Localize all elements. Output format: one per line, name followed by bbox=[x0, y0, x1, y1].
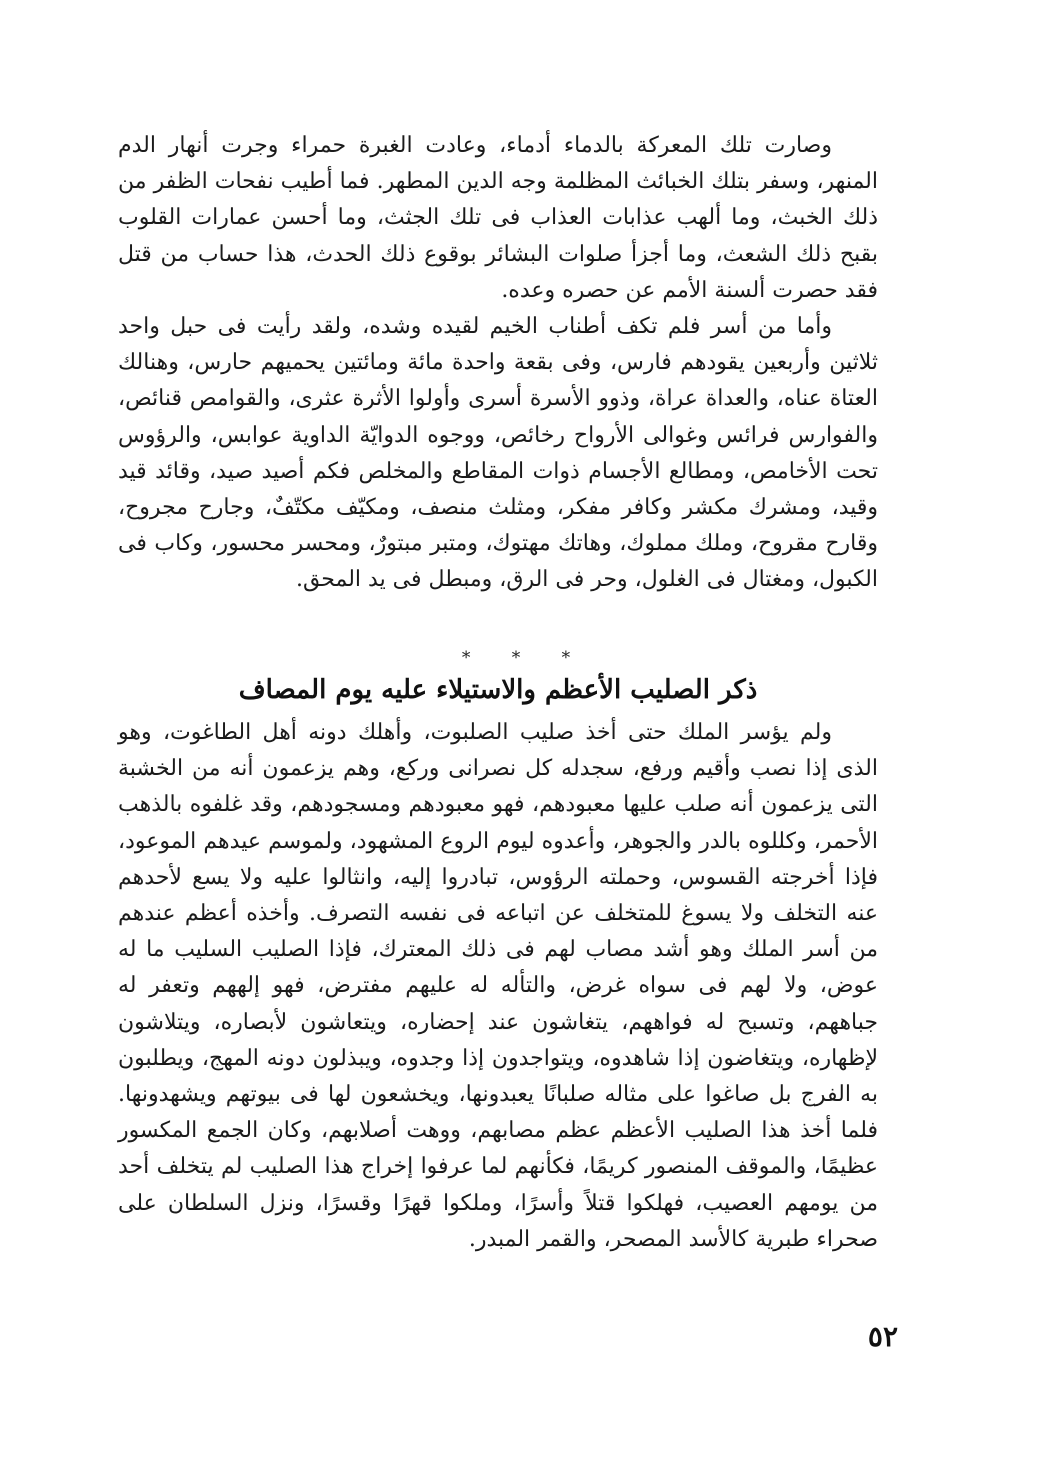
paragraph-captives: وأما من أسر فلم تكف أطناب الخيم لقيده وشده، ولقد رأيت فى حبل واحد ثلاثين وأربعين يقودهم فارس، وفى بقعة واحدة مائة ومائتين يحميهم حارس، وهنالك العتاة عناه، والعداة عراة، وذوو الأسرة أسرى وأولوا الأثرة عثرى، والقوامص قنائص، والفوارس فرائس وغوالى الأرواح رخائص، ووجوه الدوايّة الداوية عوابس، والرؤوس تحت الأخامص، ومطالع الأجسام ذوات المقاطع والمخلص فكم أصيد صيد، وقائد قيد وقيد، ومشرك مكشر وكافر مفكر، ومثلث منصف، ومكيّف مكتّفٌ، وجارح مجروح، وقارح مقروح، وملك مملوك، وهاتك مهتوك، ومتبر مبتورٌ، ومحسر محسور، وكاب فى الكبول، ومغتال فى الغلول، وحر فى الرق، ومبطل فى يد المحق. bbox=[118, 314, 878, 593]
paragraph-true-cross: ولم يؤسر الملك حتى أخذ صليب الصلبوت، وأهلك دونه أهل الطاغوت، وهو الذى إذا نصب وأقيم ورفع، سجدله كل نصرانى وركع، وهم يزعمون أنه من الخشبة التى يزعمون أنه صلب عليها معبودهم، فهو معبودهم ومسجودهم، وقد غلفوه بالذهب الأحمر، وكللوه بالدر والجوهر، وأعدوه ليوم الروع المشهود، ولموسم عيدهم الموعود، فإذا أخرجته القسوس، وحملته الرؤوس، تبادروا إليه، وانثالوا عليه ولا يسع لأحدهم عنه التخلف ولا يسوغ للمتخلف عن اتباعه فى نفسه التصرف. وأخذه أعظم عندهم من أسر الملك وهو أشد مصاب لهم فى ذلك المعترك، فإذا الصليب السليب ما له عوض، ولا لهم فى سواه غرض، والتأله له عليهم مفترض، فهو إلههم وتعفر له جباههم، وتسبح له فواههم، يتغاشون عند إحضاره، ويتعاشون لأبصاره، ويتلاشون لإظهاره، ويتغاضون إذا شاهدوه، ويتواجدون إذا وجدوه، ويبذلون دونه المهج، ويطلبون به الفرج بل صاغوا على مثاله صلبانًا يعبدونها، ويخشعون لها فى بيوتهم ويشهدونها. فلما أخذ هذا الصليب الأعظم عظم مصابهم، ووهت أصلابهم، وكان الجمع المكسور عظيمًا، والموقف المنصور كريمًا، فكأنهم لما عرفوا إخراج هذا الصليب لم يتخلف أحد من يومهم العصيب، فهلكوا قتلاً وأسرًا، وملكوا قهرًا وقسرًا، ونزل السلطان على صحراء طبرية كالأسد المصحر، والقمر المبدر. bbox=[118, 720, 878, 1252]
section-separator: * * * bbox=[461, 648, 589, 668]
section-heading: ذكر الصليب الأعظم والاستيلاء عليه يوم المصاف bbox=[238, 675, 758, 705]
section-battle-text bbox=[118, 128, 878, 599]
page-number: ٥٢ bbox=[867, 1320, 898, 1353]
section-cross-text bbox=[118, 715, 878, 1258]
paragraph-battle-aftermath: وصارت تلك المعركة بالدماء أدماء، وعادت الغبرة حمراء وجرت أنهار الدم المنهر، وسفر بتلك الخبائث المظلمة وجه الدين المطهر. فما أطيب نفحات الظفر من ذلك الخبث، وما ألهب عذابات العذاب فى تلك الجثث، وما أحسن عمارات القلوب بقبح ذلك الشعث، وما أجزأ صلوات البشائر بوقوع ذلك الحدث، هذا حساب من قتل فقد حصرت ألسنة الأمم عن حصره وعده. bbox=[118, 133, 878, 303]
